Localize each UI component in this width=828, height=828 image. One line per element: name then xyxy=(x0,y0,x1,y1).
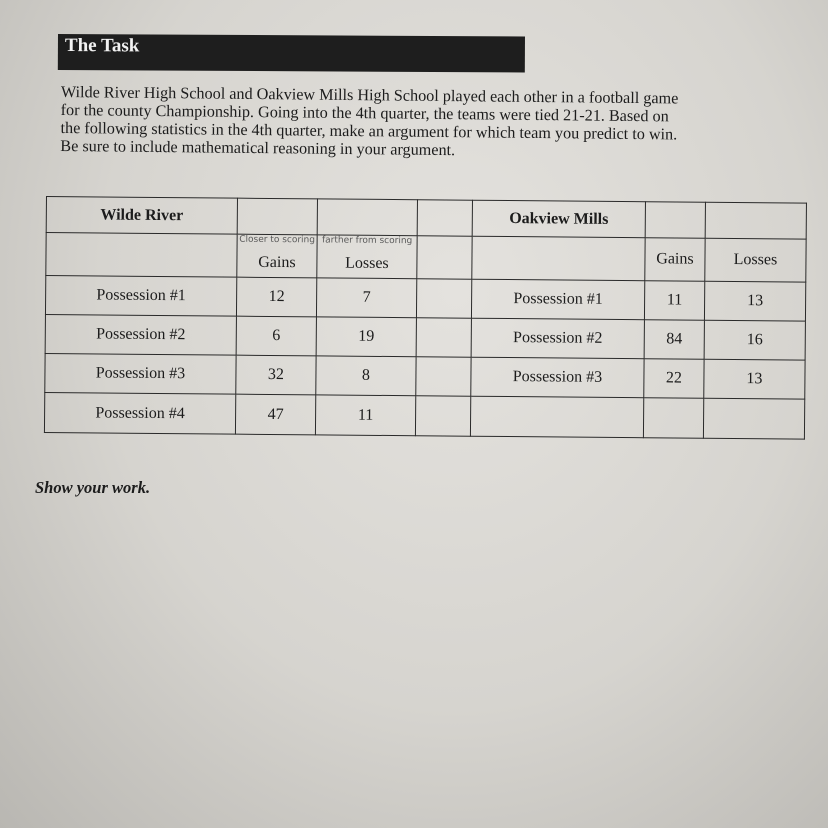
empty-cell xyxy=(237,198,317,235)
row-label: Possession #2 xyxy=(471,318,644,359)
prompt-line: for the county Championship. Going into the 4th quarter, the teams were tied 21-21. Based on xyxy=(60,100,669,126)
team-name-oakview-mills: Oakview Mills xyxy=(472,200,645,238)
gains-value: 84 xyxy=(644,320,704,360)
gains-value: 47 xyxy=(235,394,315,435)
gains-value: 6 xyxy=(236,316,316,356)
losses-value: 7 xyxy=(316,278,416,318)
prompt-line: Wilde River High School and Oakview Mills High School played each other in a football game xyxy=(60,83,679,108)
handwritten-note: Closer to scoring xyxy=(239,234,316,246)
empty-cell xyxy=(416,357,471,396)
empty-cell xyxy=(417,236,472,279)
empty-cell xyxy=(705,202,806,239)
gains-value: 22 xyxy=(644,359,704,399)
losses-value: 13 xyxy=(704,359,805,399)
losses-value: 11 xyxy=(315,395,415,436)
row-label: Possession #2 xyxy=(45,314,236,355)
gains-value: 32 xyxy=(236,355,316,395)
table-row xyxy=(46,233,806,283)
row-label: Possession #3 xyxy=(45,353,236,394)
show-work-instruction: Show your work. xyxy=(35,478,151,497)
empty-cell xyxy=(416,279,471,318)
team-name-wilde-river: Wilde River xyxy=(46,197,237,235)
empty-cell xyxy=(417,200,472,236)
table-row xyxy=(45,276,805,322)
gains-label: Gains xyxy=(258,253,296,272)
table-row xyxy=(45,314,805,360)
empty-cell xyxy=(46,233,237,278)
handwritten-note: farther from scoring xyxy=(321,235,413,247)
empty-cell xyxy=(645,202,705,239)
empty-cell xyxy=(472,236,645,281)
task-prompt xyxy=(60,83,821,163)
empty-cell xyxy=(416,318,471,357)
empty-cell xyxy=(317,199,417,236)
losses-label: Losses xyxy=(345,254,389,272)
table-row xyxy=(44,392,804,439)
row-label: Possession #4 xyxy=(44,392,235,434)
losses-value: 16 xyxy=(704,320,805,360)
empty-cell xyxy=(643,398,703,439)
statistics-table xyxy=(44,196,807,440)
empty-cell xyxy=(415,396,470,436)
column-header-losses: Losses xyxy=(705,238,806,282)
table-row xyxy=(45,353,805,399)
row-label: Possession #1 xyxy=(471,279,644,320)
losses-value: 13 xyxy=(704,281,805,321)
losses-value: 19 xyxy=(316,317,416,357)
empty-cell xyxy=(470,396,643,438)
gains-value: 11 xyxy=(644,281,704,321)
task-header-bar xyxy=(58,34,525,72)
row-label: Possession #1 xyxy=(45,276,236,317)
gains-value: 12 xyxy=(236,277,316,317)
column-header-gains xyxy=(237,234,317,278)
column-header-losses xyxy=(317,235,417,279)
row-label: Possession #3 xyxy=(471,357,644,398)
losses-value: 8 xyxy=(316,356,416,396)
prompt-line: the following statistics in the 4th quarter, make an argument for which team you predict to win. xyxy=(60,118,678,144)
column-header-gains: Gains xyxy=(645,238,705,282)
prompt-line: Be sure to include mathematical reasoning in your argument. xyxy=(60,136,456,160)
empty-cell xyxy=(703,398,804,439)
task-title: The Task xyxy=(64,35,140,57)
